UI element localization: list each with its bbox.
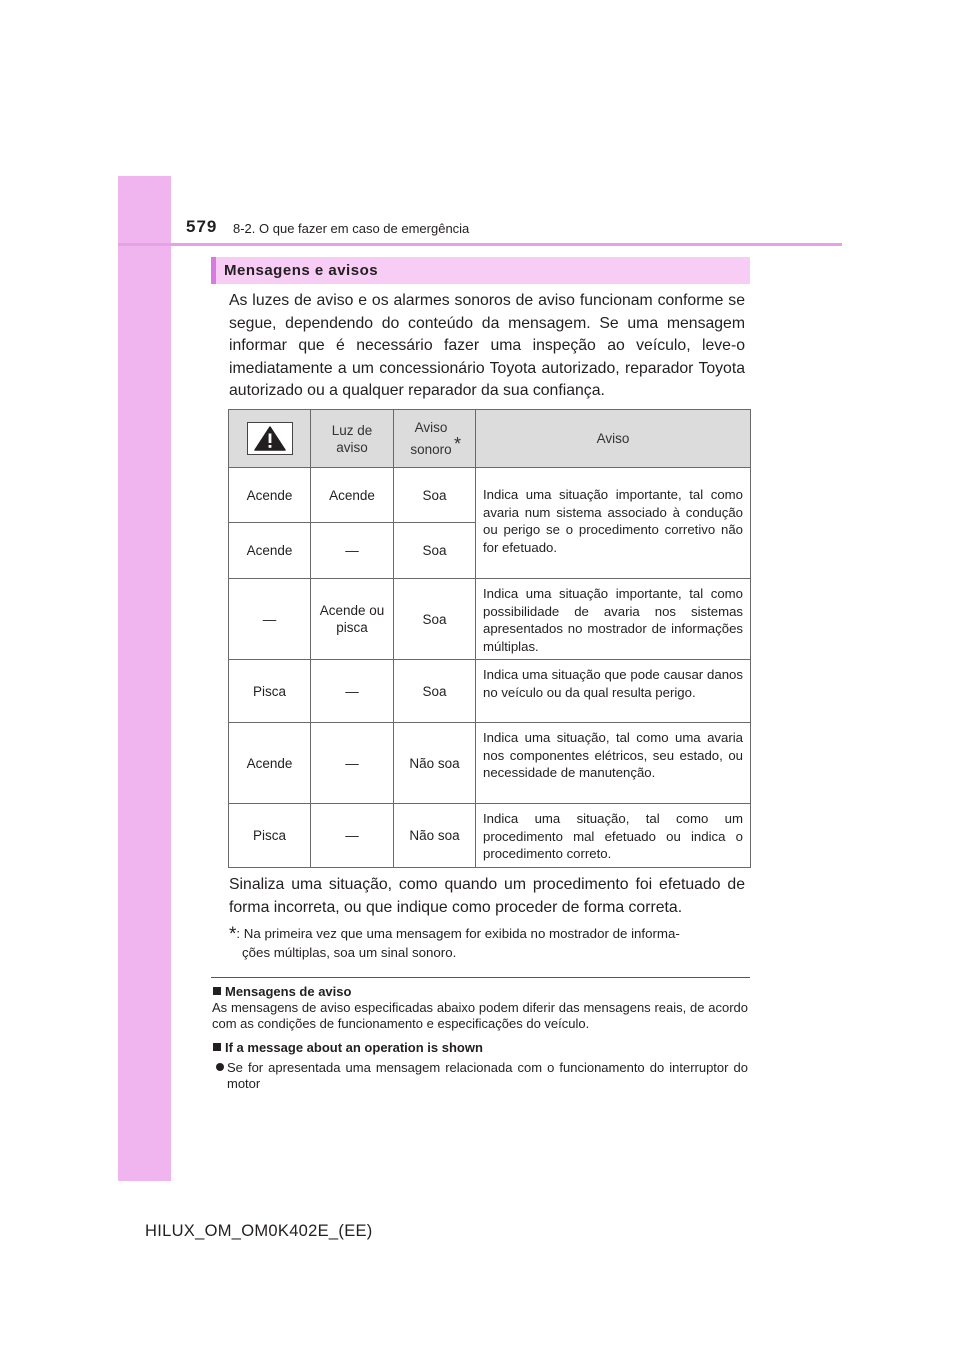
cell-light-state: Acende — [311, 468, 394, 523]
cell-icon-state: Pisca — [229, 804, 311, 868]
cell-icon-state: Acende — [229, 523, 311, 579]
page-number: 579 — [186, 217, 218, 236]
cell-buzzer-state: Soa — [394, 468, 476, 523]
intro-paragraph: As luzes de aviso e os alarmes sonoros de aviso funcionam conforme se segue, dependendo do conteúdo da mensagem. Se uma mensagem informar que é necessário fazer uma inspeção ao veículo, leve-o imediatamente a um concessionário Toyota autorizado, reparador Toyota autorizado ou a qualquer reparador da sua confiança. — [229, 292, 745, 400]
footnote-line-2: ções múltiplas, soa um sinal sonoro. — [242, 945, 457, 960]
warning-triangle-icon — [247, 422, 293, 455]
cell-icon-state: — — [229, 579, 311, 660]
warning-messages-table — [228, 409, 751, 868]
table-row — [229, 579, 751, 660]
cell-icon-state: Acende — [229, 468, 311, 523]
cell-light-state: — — [311, 804, 394, 868]
header-warning-light — [311, 410, 394, 468]
footnote-asterisk: * — [453, 433, 461, 454]
note-title: Mensagens de aviso — [225, 984, 352, 999]
cell-icon-state: Acende — [229, 723, 311, 804]
header-message: Aviso — [476, 410, 751, 468]
note-block — [212, 1040, 748, 1092]
note-title: If a message about an operation is shown — [225, 1040, 483, 1055]
after-table-paragraph: Sinaliza uma situação, como quando um procedimento foi efetuado de forma incorreta, ou que indique como proceder de forma correta. — [229, 876, 745, 916]
light-state-text: Acende ou pisca — [319, 603, 385, 635]
cell-description: Indica uma situação, tal como uma avaria nos componentes elétricos, seu estado, ou necessidade de manutenção. — [476, 723, 751, 804]
footnote — [229, 925, 745, 962]
cell-description — [476, 468, 751, 579]
cell-buzzer-state: Não soa — [394, 804, 476, 868]
cell-buzzer-state: Não soa — [394, 723, 476, 804]
footer-document-code: HILUX_OM_OM0K402E_(EE) — [145, 1222, 373, 1240]
note-block — [212, 984, 748, 1032]
section-title: Mensagens e avisos — [224, 262, 379, 279]
table-row — [229, 723, 751, 804]
table-header-row — [229, 410, 751, 468]
cell-icon-state: Pisca — [229, 660, 311, 723]
cell-light-state: — — [311, 660, 394, 723]
square-bullet-icon — [213, 1043, 221, 1051]
cell-description: Indica uma situação, tal como um procedimento mal efetuado ou indica o procedimento correto. — [476, 804, 751, 868]
note-body: As mensagens de aviso especificadas abaixo podem diferir das mensagens reais, de acordo com as condições de funcionamento e especificações do veículo. — [212, 1000, 748, 1031]
cell-buzzer-state: Soa — [394, 660, 476, 723]
cell-buzzer-state: Soa — [394, 523, 476, 579]
footnote-line-1: : Na primeira vez que uma mensagem for exibida no mostrador de informa- — [236, 926, 680, 941]
header-buzzer-label: Aviso sonoro — [410, 419, 452, 457]
table-row — [229, 660, 751, 723]
square-bullet-icon — [213, 987, 221, 995]
chapter-title: 8-2. O que fazer em caso de emergência — [233, 221, 470, 236]
cell-description: Indica uma situação importante, tal como possibilidade de avaria nos sistemas apresentados no mostrador de informações múltiplas. — [476, 579, 751, 660]
table-row — [229, 804, 751, 868]
round-bullet-icon — [216, 1063, 224, 1071]
note-bullet-text: Se for apresentada uma mensagem relacionada com o funcionamento do interruptor do motor — [227, 1060, 748, 1091]
header-icon-cell — [229, 410, 311, 468]
section-heading-accent — [211, 257, 216, 284]
chapter-sidebar — [118, 176, 171, 1181]
header-buzzer — [394, 410, 476, 468]
cell-light-state: — — [311, 723, 394, 804]
cell-light-state — [311, 579, 394, 660]
footnote-mark: * — [229, 924, 237, 945]
description-text: Indica uma situação importante, tal como avaria num sistema associado à condução ou perigo se o procedimento corretivo não for efetuado. — [483, 487, 743, 555]
cell-description: Indica uma situação que pode causar danos no veículo ou da qual resulta perigo. — [476, 660, 751, 723]
notes-divider — [211, 977, 750, 978]
table-row — [229, 468, 751, 523]
header-rule — [118, 243, 842, 246]
header-warning-light-label: Luz de aviso — [331, 422, 373, 455]
cell-light-state: — — [311, 523, 394, 579]
cell-buzzer-state: Soa — [394, 579, 476, 660]
